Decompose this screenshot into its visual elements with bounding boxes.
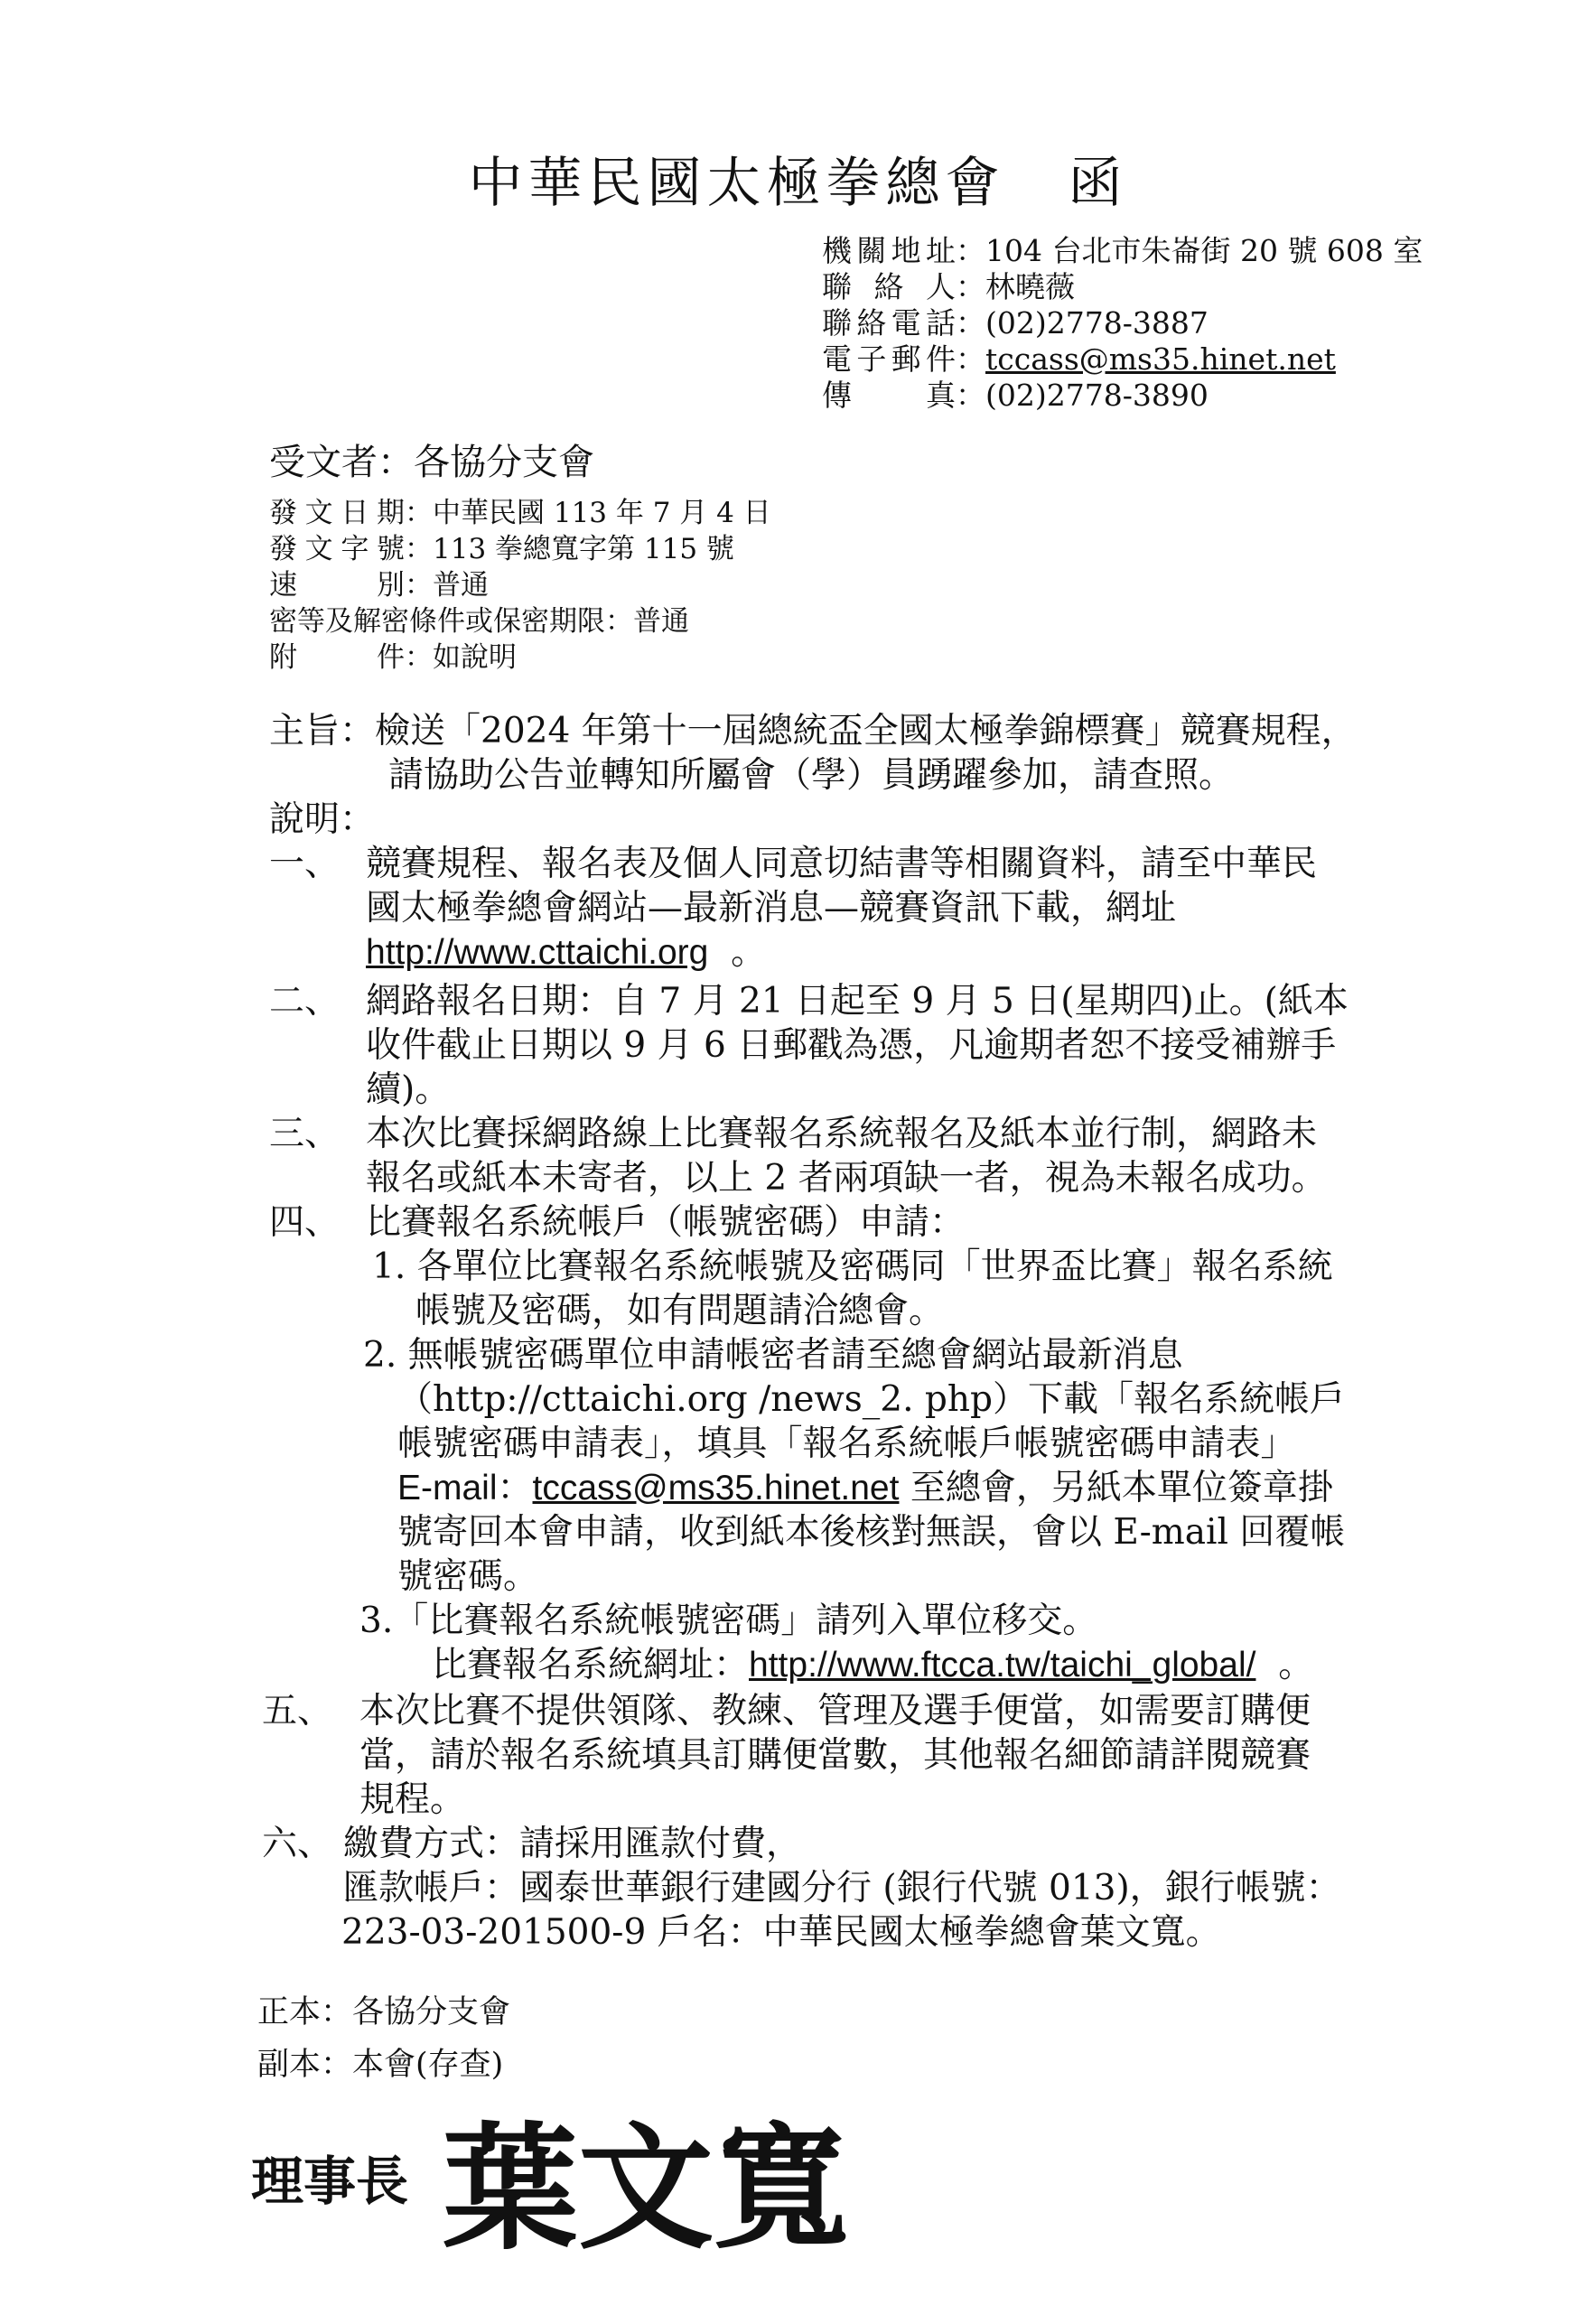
item-4-sub-2-line-1: 2. 無帳號密碼單位申請帳密者請至總會網站最新消息 xyxy=(363,1335,1183,1376)
secrecy-value: 普通 xyxy=(633,605,689,638)
item-4-sub-2-line-2: （http://cttaichi.org /news_2. php）下載「報名系統帳戶 xyxy=(397,1379,1345,1420)
recipient xyxy=(269,434,594,485)
date-label: 發文日期 xyxy=(269,497,405,529)
item-5-line-1: 本次比賽不提供領隊、教練、管理及選手便當，如需要訂購便 xyxy=(359,1691,1311,1731)
item-4-sub-1-line-2: 帳號及密碼，如有問題請洽總會。 xyxy=(415,1291,945,1331)
signatory-title: 理事長 xyxy=(251,2151,409,2212)
document-title xyxy=(0,140,1596,218)
item-2-line-1: 網路報名日期：自 7 月 21 日起至 9 月 5 日(星期四)止。(紙本 xyxy=(366,981,1349,1022)
address-label: 機關地址 xyxy=(822,233,956,268)
item-5-line-3: 規程。 xyxy=(359,1779,466,1820)
item-1-number: 一、 xyxy=(269,844,341,884)
attach-value: 如說明 xyxy=(433,641,517,674)
item-4-number: 四、 xyxy=(269,1202,341,1243)
ftcca-link[interactable]: http://www.ftcca.tw/taichi_global/ xyxy=(749,1646,1256,1685)
title-org: 中華民國太極拳總會 xyxy=(468,152,1005,215)
recipient-value: 各協分支會 xyxy=(414,442,594,483)
item-5-line-2: 當，請於報名系統填具訂購便當數，其他報名細節請詳閱競賽 xyxy=(359,1735,1311,1776)
item-4-email-link[interactable]: tccass@ms35.hinet.net xyxy=(532,1469,900,1507)
item-4-sub-2-line-3: 帳號密碼申請表」，填具「報名系統帳戶帳號密碼申請表」 xyxy=(397,1423,1296,1464)
attach-label: 附 件 xyxy=(269,641,405,674)
cttaichi-link[interactable]: http://www.cttaichi.org xyxy=(366,933,709,972)
subject xyxy=(269,709,1357,753)
item-1-line-3 xyxy=(366,930,766,975)
subject-line-2: 請協助公告並轉知所屬會（學）員踴躍參加，請查照。 xyxy=(388,755,1235,796)
subject-label: 主旨： xyxy=(269,711,376,751)
item-4-sub-2-line-5: 號寄回本會申請，收到紙本後核對無誤，會以 E-mail 回覆帳 xyxy=(397,1512,1346,1553)
secrecy-label: 密等及解密條件或保密期限 xyxy=(269,605,605,638)
phone-label: 聯絡電話 xyxy=(822,305,956,341)
system-url-label: 比賽報名系統網址： xyxy=(432,1645,750,1685)
phone-value: (02)2778-3887 xyxy=(985,305,1209,341)
recipient-label: 受文者： xyxy=(269,442,414,483)
fax-label: 傳 真 xyxy=(822,378,956,413)
item-4-sub-3-end: 。 xyxy=(1278,1645,1314,1685)
item-2-line-3: 續)。 xyxy=(366,1069,451,1110)
speed-value: 普通 xyxy=(433,569,489,602)
item-6-number: 六、 xyxy=(262,1824,333,1864)
document-meta: 發文日期：中華民國 113 年 7 月 4 日 發文字號：113 拳總寬字第 115 號 速 別：普通 密等及解密條件或保密期限：普通 附 件：如說明 xyxy=(269,497,771,674)
item-1-end: 。 xyxy=(731,932,767,973)
address-value: 104 台北市朱崙街 20 號 608 室 xyxy=(985,233,1423,268)
carbon-copy: 副本：本會(存查) xyxy=(257,2047,504,2083)
item-4-sub-2-line-4-rest: 至總會，另紙本單位簽章掛 xyxy=(899,1468,1333,1508)
item-3-number: 三、 xyxy=(269,1114,341,1154)
item-1-line-1: 競賽規程、報名表及個人同意切結書等相關資料，請至中華民 xyxy=(366,844,1318,884)
doc-no-label: 發文字號 xyxy=(269,533,405,565)
item-4-sub-2-line-4 xyxy=(397,1466,1333,1510)
item-2-line-2: 收件截止日期以 9 月 6 日郵戳為憑，凡逾期者恕不接受補辦手 xyxy=(366,1025,1337,1066)
item-6-line-2: 匯款帳戶：國泰世華銀行建國分行 (銀行代號 013)，銀行帳號： xyxy=(343,1868,1341,1909)
original-copy: 正本：各協分支會 xyxy=(257,1994,511,2030)
item-3-line-2: 報名或紙本未寄者，以上 2 者兩項缺一者，視為未報名成功。 xyxy=(366,1158,1327,1199)
email-label: 電子郵件 xyxy=(822,341,956,377)
item-4-sub-3-line-1: 3.「比賽報名系統帳號密碼」請列入單位移交。 xyxy=(359,1601,1098,1641)
contact-value: 林曉薇 xyxy=(985,269,1075,304)
title-type: 函 xyxy=(1068,152,1128,215)
fax-value: (02)2778-3890 xyxy=(985,378,1209,413)
email-link[interactable]: tccass@ms35.hinet.net xyxy=(985,341,1336,377)
item-4-sub-3-line-2 xyxy=(432,1643,1313,1687)
item-6-line-3: 223-03-201500-9 戶名：中華民國太極拳總會葉文寬。 xyxy=(341,1912,1221,1953)
signature-name: 葉文寬 xyxy=(443,2109,850,2258)
item-1-line-2: 國太極拳總會網站—最新消息—競賽資訊下載，網址 xyxy=(366,888,1177,929)
speed-label: 速 別 xyxy=(269,569,405,602)
explain-label: 說明： xyxy=(269,799,376,840)
item-5-number: 五、 xyxy=(262,1691,333,1731)
item-3-line-1: 本次比賽採網路線上比賽報名系統報名及紙本並行制，網路未 xyxy=(366,1114,1318,1154)
item-2-number: 二、 xyxy=(269,981,341,1022)
item-4-sub-2-line-6: 號密碼。 xyxy=(397,1556,539,1597)
doc-no-value: 113 拳總寬字第 115 號 xyxy=(433,533,734,565)
email-prefix: E-mail： xyxy=(397,1469,533,1507)
contact-label: 聯 絡 人 xyxy=(822,269,956,304)
item-6-line-1: 繳費方式：請採用匯款付費， xyxy=(343,1824,802,1864)
date-value: 中華民國 113 年 7 月 4 日 xyxy=(433,497,771,529)
sender-info: 機關地址：104 台北市朱崙街 20 號 608 室 聯 絡 人：林曉薇 聯絡電話：(02)2778-3887 電子郵件：tccass@ms35.hinet.net 傳 真：(02)2778-3890 xyxy=(822,233,1423,413)
subject-line-1: 檢送「2024 年第十一屆總統盃全國太極拳錦標賽」競賽規程， xyxy=(375,711,1357,751)
item-4-line-1: 比賽報名系統帳戶（帳號密碼）申請： xyxy=(366,1202,966,1243)
item-4-sub-1-line-1: 1. 各單位比賽報名系統帳號及密碼同「世界盃比賽」報名系統 xyxy=(372,1246,1333,1287)
signature-stamp xyxy=(434,2105,921,2258)
